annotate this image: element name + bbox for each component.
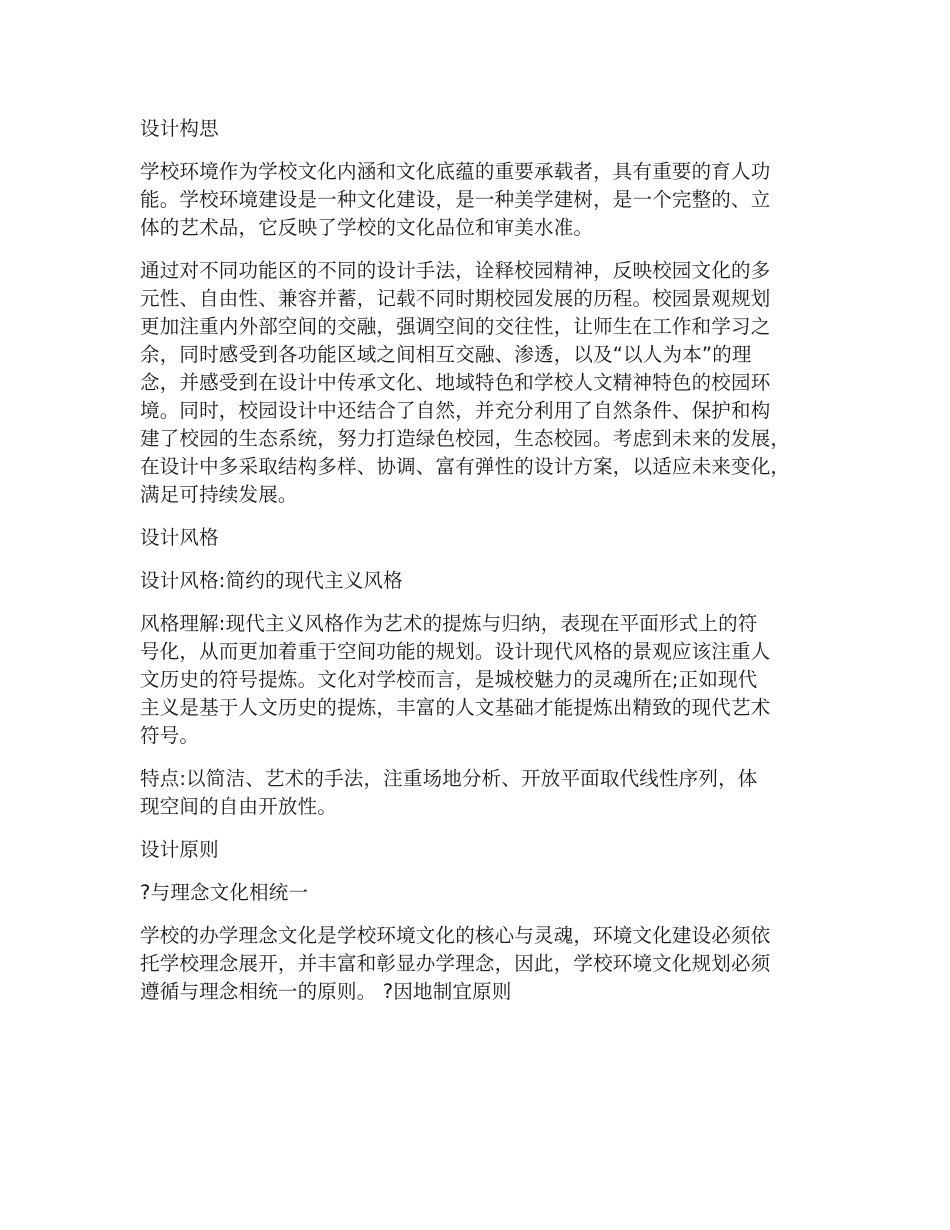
text-line: 托学校理念展开，并丰富和彰显办学理念，因此，学校环境文化规划必须 [140, 952, 771, 975]
text-line: 风格理解:现代主义风格作为艺术的提炼与归纳，表现在平面形式上的符 [140, 612, 758, 635]
heading-design-concept [140, 115, 830, 143]
paragraph-principle-one-body [140, 922, 830, 1006]
heading-design-style [140, 524, 830, 552]
text-line: 设计风格 [140, 526, 219, 549]
paragraph-style-understanding [140, 610, 830, 750]
text-line: 符号。 [140, 724, 200, 747]
text-line: 遵循与理念相统一的原则。 ?因地制宜原则 [140, 980, 512, 1003]
text-line: 号化，从而更加着重于空间功能的规划。设计现代风格的景观应该注重人 [140, 640, 771, 663]
text-line: 念，并感受到在设计中传承文化、地域特色和学校人文精神特色的校园环 [140, 371, 771, 394]
paragraph-environment-intro [140, 158, 830, 242]
paragraph-principle-one-title [140, 879, 830, 907]
text-line: 建了校园的生态系统，努力打造绿色校园，生态校园。考虑到未来的发展， [140, 427, 791, 450]
text-line: 学校的办学理念文化是学校环境文化的核心与灵魂，环境文化建设必须依 [140, 924, 771, 947]
text-line: 设计风格:简约的现代主义风格 [140, 569, 403, 592]
text-line: 余，同时感受到各功能区域之间相互交融、渗透，以及“以人为本”的理 [140, 343, 752, 366]
text-line: 更加注重内外部空间的交融，强调空间的交往性，让师生在工作和学习之 [140, 315, 771, 338]
text-line: 设计构思 [140, 117, 219, 140]
paragraph-functional-zones [140, 257, 830, 509]
text-line: 通过对不同功能区的不同的设计手法，诠释校园精神，反映校园文化的多 [140, 259, 771, 282]
text-line: 现空间的自由开放性。 [140, 795, 338, 818]
text-line: 境。同时，校园设计中还结合了自然，并充分利用了自然条件、保护和构 [140, 399, 771, 422]
text-line: ?与理念文化相统一 [140, 881, 309, 904]
text-line: 特点:以简洁、艺术的手法，注重场地分析、开放平面取代线性序列，体 [140, 767, 758, 790]
text-line: 设计原则 [140, 838, 219, 861]
text-line: 体的艺术品，它反映了学校的文化品位和审美水准。 [140, 216, 594, 239]
text-line: 满足可持续发展。 [140, 483, 298, 506]
heading-design-principles [140, 836, 830, 864]
text-line: 文历史的符号提炼。文化对学校而言，是城校魅力的灵魂所在;正如现代 [140, 668, 758, 691]
text-line: 元性、自由性、兼容并蓄，记载不同时期校园发展的历程。校园景观规划 [140, 287, 771, 310]
text-line: 学校环境作为学校文化内涵和文化底蕴的重要承载者，具有重要的育人功 [140, 160, 771, 183]
paragraph-features [140, 765, 830, 821]
document-page [140, 115, 830, 1021]
text-line: 在设计中多采取结构多样、协调、富有弹性的设计方案，以适应未来变化， [140, 455, 791, 478]
text-line: 主义是基于人文历史的提炼，丰富的人文基础才能提炼出精致的现代艺术 [140, 696, 771, 719]
text-line: 能。学校环境建设是一种文化建设，是一种美学建树，是一个完整的、立 [140, 188, 771, 211]
paragraph-style-statement [140, 567, 830, 595]
